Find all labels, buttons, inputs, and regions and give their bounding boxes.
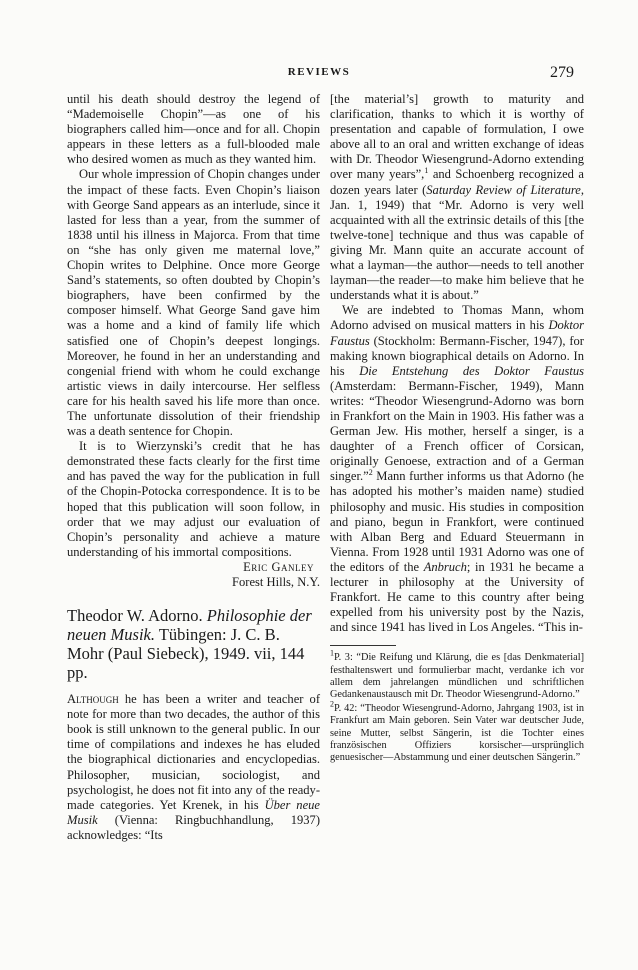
footnote-divider xyxy=(330,645,396,646)
paragraph: [the material’s] growth to maturity and clarification, thanks to which it is worthy of presentation and capable of formulation, I owe above all to an oral and written exchange of ideas with Dr. Theodor Wiesengrund-Adorno extending over many years”,$^1$ and Schoenberg recognized a dozen years later (Saturday Review of Literature, Jan. 1, 1949) that “Mr. Adorno is very well acquainted with all the extrinsic details of this [the twelve-tone] technique and thus was capable of giving Mr. Mann quite an accurate account of what a layman—the author—needs to tell another layman—the reader—to make him believe that he understands what it is about.” xyxy=(330,92,585,303)
cited-title: Über neue Musik xyxy=(67,797,320,827)
running-head xyxy=(0,64,638,84)
reviewer-signature xyxy=(67,560,320,590)
footnote-mark: 1 xyxy=(330,648,334,658)
cited-title: Anbruch xyxy=(423,559,467,574)
cited-title: Saturday Review of Literature xyxy=(426,182,581,197)
footnotes xyxy=(330,648,584,764)
lead-word: Although xyxy=(67,692,119,707)
footnote-ref: 1 xyxy=(424,166,429,176)
review-publication: Tübingen: J. C. B. Mohr (Paul Siebeck), 1949. vii, 144 pp. xyxy=(67,625,305,683)
paragraph: Our whole impression of Chopin changes under the impact of these facts. Even Chopin’s liaison with George Sand appears as an interlude, since it lasted for less than a year, from the summer of 1838 until his illness in Majorca. From that time on “she has only given me maternal love,” Chopin writes to Delphine. Once more George Sand’s statements, so often doubted by Chopin’s biographers, have been confirmed by the composer himself. What George Sand gave him was a home and a kind of family life which satisfied one of Chopin’s deepest longings. Moreover, he found in her an understanding and congenial friend with whom he could exchange artistic views in daily intercourse. Her selfless care for his health saved his life more than once. The unfortunate dissolution of their friendship was a death sentence for Chopin. xyxy=(67,167,320,439)
review-author: Theodor W. Adorno. xyxy=(67,606,203,626)
page-number: 279 xyxy=(550,64,574,81)
cited-title: Doktor Faustus xyxy=(330,318,584,348)
running-title: REVIEWS xyxy=(287,66,351,78)
footnote: $^1$P. 3: “Die Reifung und Klärung, die es [das Denkmaterial] festhaltenswert und formulierbar macht, verdanke ich vor allem dem jahrelangen mündlichen und schriftlichen Gedankenaustausch mit Dr. Theodor Wiesengrund-Adorno.” xyxy=(330,648,584,700)
footnote-ref: 2 xyxy=(368,468,373,478)
cited-title: Die Entstehung des Doktor Faustus xyxy=(359,363,585,378)
left-column xyxy=(67,92,320,843)
paragraph: It is to Wierzynski’s credit that he has demonstrated these facts clearly for the first time and has paved the way for the publication in full of the Chopin-Potocka correspondence. It is to be hoped that this publication will soon follow, in order that we may adjust our evaluation of Chopin’s personality and achieve a mature understanding of his immortal compositions. xyxy=(67,439,320,559)
footnote: $^2$P. 42: “Theodor Wiesengrund-Adorno, Jahrgang 1903, ist in Frankfurt am Main geboren. Sein Vater war deutscher Jude, seine Mutter, selbst Sängerin, ist die Tochter eines französischen Offiziers korsischer—ursprünglich genuesischer—Abstammung und einer deutschen Sängerin.” xyxy=(330,699,584,763)
reviewer-location: Forest Hills, N.Y. xyxy=(232,575,320,589)
review-book-title: Philosophie der neuen Musik. xyxy=(67,606,312,645)
paragraph: Although he has been a writer and teacher of note for more than two decades, the author of this book is still unknown to the general public. In our time of compilations and indexes he has eluded the biographical dictionaries and encyclopedias. Philosopher, musician, sociologist, and psychologist, he does not fit into any of the ready-made categories. Yet Krenek, in his Über neue Musik (Vienna: Ringbuchhandlung, 1937) acknowledges: “Its xyxy=(67,692,320,842)
footnote-mark: 2 xyxy=(330,699,334,709)
paragraph: until his death should destroy the legend of “Mademoiselle Chopin”—as one of his biographers called him—once and for all. Chopin appears in these letters as a full-blooded male who desired women as much as they wanted him. xyxy=(67,92,320,167)
paragraph: We are indebted to Thomas Mann, whom Adorno advised on musical matters in his Doktor Faustus (Stockholm: Bermann-Fischer, 1947), for making known biographical details on Adorno. In his Die Entstehung des Doktor Faustus (Amsterdam: Bermann-Fischer, 1949), Mann writes: “Theodor Wiesengrund-Adorno was born in Frankfort on the Main in 1903. His father was a German Jew. His mother, herself a singer, is a daughter of a French officer of Corsican, originally Genoese, extraction and of a German singer.”$^2$ Mann further informs us that Adorno (he has adopted his mother’s maiden name) studied philosophy and music. His studies in composition and piano, begun in Frankfort, were continued with Alban Berg and Eduard Steuermann in Vienna. From 1928 until 1931 Adorno was one of the editors of the Anbruch; in 1931 he became a lecturer in philosophy at the University of Frankfort. He came to this country after being expelled from his university post by the Nazis, and since 1941 has lived in Los Angeles. “This in- xyxy=(330,303,585,635)
right-column xyxy=(330,92,584,766)
review-heading xyxy=(67,606,320,682)
reviewer-name: Eric Ganley xyxy=(243,559,314,574)
